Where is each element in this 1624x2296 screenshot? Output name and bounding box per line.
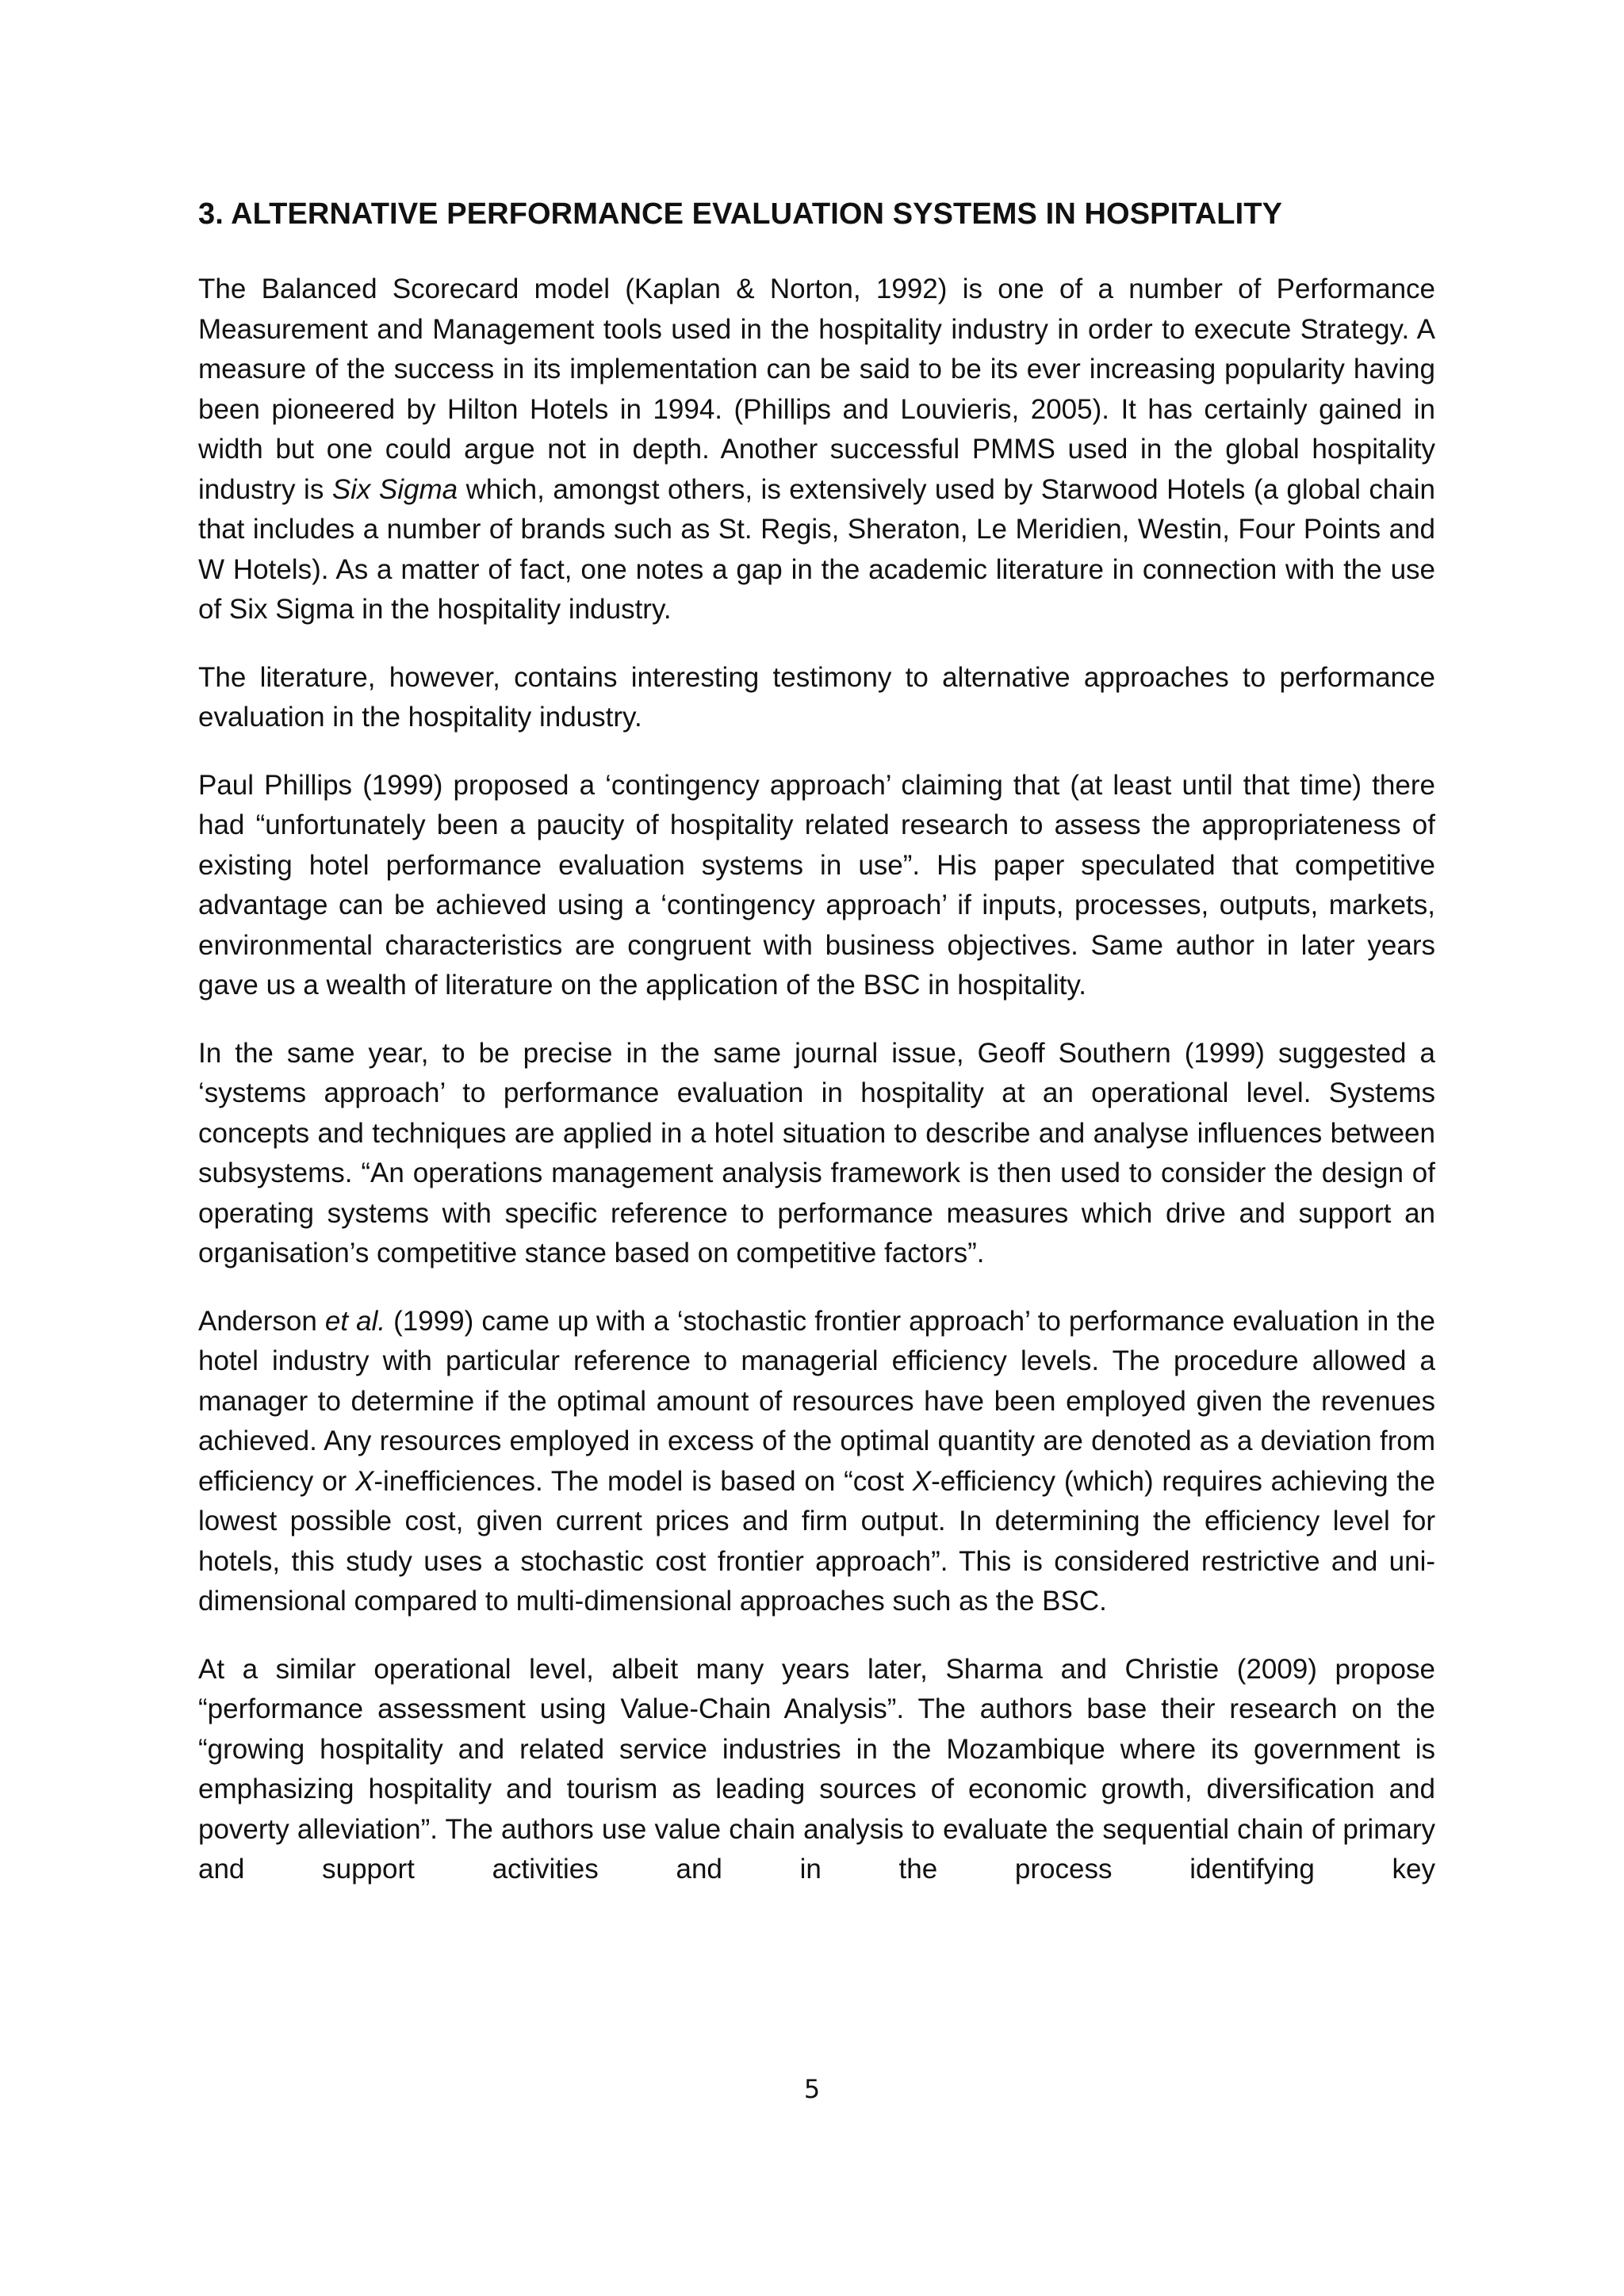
paragraph-text: In the same year, to be precise in the same journal issue, Geoff Southern (1999) suggested a ‘systems approach’ to performance evaluation in hospitality at an operational level. Systems concepts and techniques are applied in a hotel situation to describe and analyse influences between subsystems. “An operations management analysis framework is then used to consider the design of operating systems with specific reference to performance measures which drive and support an organisation’s competitive stance based on competitive factors”. — [198, 1037, 1435, 1269]
section-heading: 3. ALTERNATIVE PERFORMANCE EVALUATION SYSTEMS IN HOSPITALITY — [198, 197, 1283, 231]
paragraph-text: -inefficiences. The model is based on “cost — [373, 1465, 913, 1497]
italic-text: et al. — [324, 1305, 386, 1337]
paragraph-text: Paul Phillips (1999) proposed a ‘contingency approach’ claiming that (at least until that time) there had “unfortunately been a paucity of hospitality related research to assess the appropriateness of existing hotel performance evaluation systems in use”. His paper speculated that competitive advantage can be achieved using a ‘contingency approach’ if inputs, processes, outputs, markets, environmental characteristics are congruent with business objectives. Same author in later years gave us a wealth of literature on the application of the BSC in hospitality. — [198, 769, 1435, 1001]
paragraph-text: The literature, however, contains interesting testimony to alternative approaches to performance evaluation in the hospitality industry. — [198, 661, 1435, 733]
paragraph-text: -efficiency (which) requires achieving the lowest possible cost, given current prices and firm output. In determining the efficiency level for hotels, this study uses a stochastic cost frontier approach”. This is considered restrictive and uni-dimensional compared to multi-dimensional approaches such as the BSC. — [198, 1465, 1435, 1617]
italic-text: X — [355, 1465, 374, 1497]
paragraph-contingency-approach — [198, 766, 1435, 1006]
paragraph-text: which, amongst others, is extensively used by Starwood Hotels (a global chain that includes a number of brands such as St. Regis, Sheraton, Le Meridien, Westin, Four Points and W Hotels). As a matter of fact, one notes a gap in the academic literature in connection with the use of Six Sigma in the hospitality industry. — [198, 473, 1435, 625]
italic-text: X — [912, 1465, 932, 1497]
page-content — [198, 190, 1435, 1890]
paragraph-value-chain — [198, 1650, 1435, 1890]
paragraph-text: Anderson — [198, 1305, 325, 1337]
paragraph-systems-approach — [198, 1034, 1435, 1274]
italic-text: Six Sigma — [331, 473, 458, 505]
paragraph-balanced-scorecard — [198, 270, 1435, 630]
paragraph-stochastic-frontier — [198, 1302, 1435, 1622]
paragraph-text: At a similar operational level, albeit many years later, Sharma and Christie (2009) propose “performance assessment using Value-Chain Analysis”. The authors base their research on the “growing hospitality and related service industries in the Mozambique where its government is emphasizing hospitality and tourism as leading sources of economic growth, diversification and poverty alleviation”. The authors use value chain analysis to evaluate the sequential chain of primary and support activities and in the process identifying key — [198, 1653, 1435, 1885]
paragraph-text: The Balanced Scorecard model (Kaplan & Norton, 1992) is one of a number of Performance Measurement and Management tools used in the hospitality industry in order to execute Strategy. A measure of the success in its implementation can be said to be its ever increasing popularity having been pioneered by Hilton Hotels in 1994. (Phillips and Louvieris, 2005). It has certainly gained in width but one could argue not in depth. Another successful PMMS used in the global hospitality industry is — [198, 274, 1435, 505]
paragraph-literature — [198, 658, 1435, 738]
paragraph-text: (1999) came up with a ‘stochastic frontier approach’ to performance evaluation in the hotel industry with particular reference to managerial efficiency levels. The procedure allowed a manager to determine if the optimal amount of resources have been employed given the revenues achieved. Any resources employed in excess of the optimal quantity are denoted as a deviation from efficiency or — [198, 1305, 1435, 1497]
page-number: 5 — [803, 2074, 821, 2104]
